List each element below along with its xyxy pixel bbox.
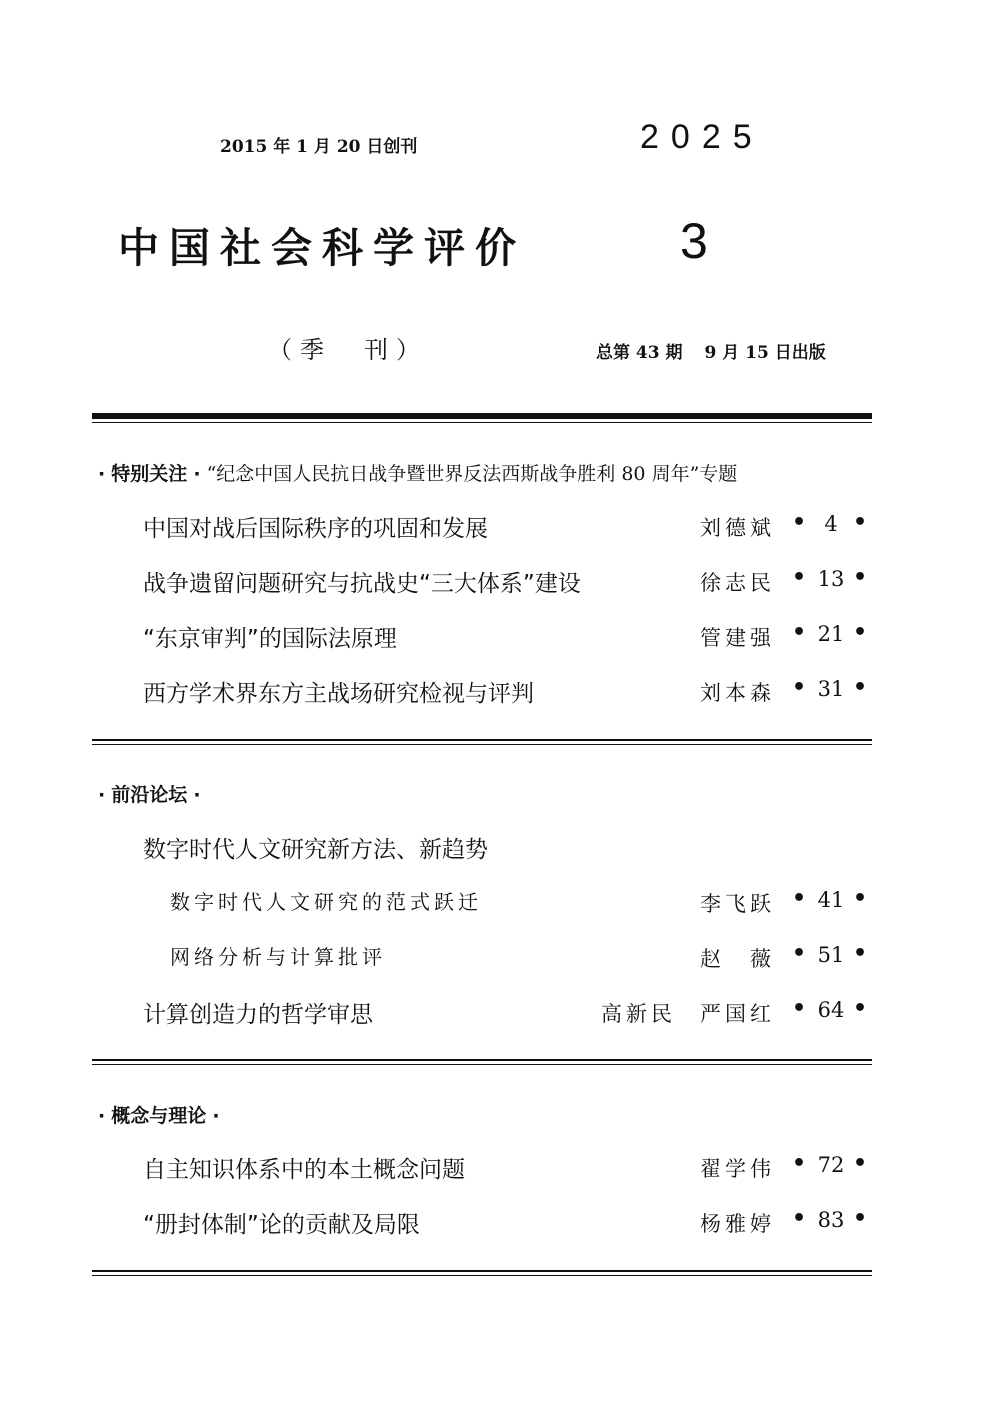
section-heading-concept-theory	[98, 1101, 220, 1128]
page-dot: •	[792, 1206, 807, 1231]
masthead-rule	[92, 413, 872, 423]
page-dot: •	[792, 886, 807, 911]
section-bullet: ·	[212, 1105, 220, 1127]
article-title[interactable]: 战争遗留问题研究与抗战史“三大体系”建设	[143, 571, 581, 597]
page-number: 31	[817, 677, 845, 701]
page-number: 21	[817, 622, 845, 646]
group-title[interactable]: 数字时代人文研究新方法、新趋势	[143, 837, 488, 863]
article-author: 赵 薇	[700, 947, 775, 971]
article-title[interactable]: “东京审判”的国际法原理	[143, 626, 397, 652]
article-author: 刘德斌	[700, 516, 775, 540]
toc-entry[interactable]	[0, 941, 983, 971]
article-title[interactable]: 中国对战后国际秩序的巩固和发展	[143, 516, 488, 542]
article-title[interactable]: 网络分析与计算批评	[170, 945, 386, 969]
article-title[interactable]: 计算创造力的哲学审思	[143, 1002, 373, 1028]
toc-entry[interactable]	[0, 620, 983, 650]
page-dot: •	[792, 620, 807, 645]
page-number: 64	[817, 998, 845, 1022]
page-dot: •	[792, 510, 807, 535]
page-dot: •	[853, 565, 868, 590]
article-title[interactable]: 西方学术界东方主战场研究检视与评判	[143, 681, 534, 707]
section-name: 特别关注	[111, 463, 188, 485]
page-dot: •	[792, 996, 807, 1021]
page-number: 13	[817, 567, 845, 591]
section-divider	[92, 739, 872, 745]
article-title[interactable]: 数字时代人文研究的范式跃迁	[170, 890, 482, 914]
page-number: 41	[817, 888, 845, 912]
page-dot: •	[853, 886, 868, 911]
issue-number: 3	[680, 213, 708, 269]
section-heading-frontier-forum	[98, 780, 201, 807]
section-name: 前沿论坛	[111, 784, 188, 806]
section-bullet: ·	[98, 1105, 106, 1127]
toc-entry[interactable]	[0, 1151, 983, 1181]
page-dot: •	[853, 510, 868, 535]
founding-date: 2015 年 1 月 20 日创刊	[220, 137, 418, 157]
article-title[interactable]: “册封体制”论的贡献及局限	[143, 1212, 420, 1238]
total-issue: 总第 43 期	[596, 343, 683, 363]
publish-date: 9 月 15 日出版	[704, 343, 826, 363]
toc-entry[interactable]	[0, 565, 983, 595]
journal-title: 中国社会科学评价	[118, 224, 526, 272]
page-dot: •	[853, 941, 868, 966]
article-author: 翟学伟	[700, 1157, 775, 1181]
article-title[interactable]: 自主知识体系中的本土概念问题	[143, 1157, 465, 1183]
article-author: 管建强	[700, 626, 775, 650]
section-bullet: ·	[98, 463, 106, 485]
toc-entry[interactable]	[0, 510, 983, 540]
article-author: 严国红	[700, 1002, 775, 1026]
article-author: 李飞跃	[700, 892, 775, 916]
section-bullet: ·	[193, 784, 201, 806]
page-number: 72	[817, 1153, 845, 1177]
page-number: 4	[824, 512, 838, 536]
section-bullet: ·	[98, 784, 106, 806]
toc-entry[interactable]	[0, 996, 983, 1026]
article-author: 高新民	[601, 1002, 676, 1026]
article-author: 杨雅婷	[700, 1212, 775, 1236]
section-name: 概念与理论	[111, 1105, 207, 1127]
issue-year: 2025	[640, 118, 764, 156]
toc-group-title[interactable]	[0, 831, 983, 861]
toc-entry[interactable]	[0, 886, 983, 916]
page-dot: •	[853, 996, 868, 1021]
toc-entry[interactable]	[0, 1206, 983, 1236]
section-divider	[92, 1059, 872, 1065]
page-dot: •	[853, 620, 868, 645]
article-author: 徐志民	[700, 571, 775, 595]
page-dot: •	[853, 1206, 868, 1231]
page-dot: •	[853, 675, 868, 700]
article-author: 刘本森	[700, 681, 775, 705]
section-heading-special-focus	[98, 459, 737, 486]
page-dot: •	[792, 1151, 807, 1176]
toc-entry[interactable]	[0, 675, 983, 705]
page-number: 83	[817, 1208, 845, 1232]
page-dot: •	[792, 675, 807, 700]
page-dot: •	[792, 941, 807, 966]
section-divider	[92, 1270, 872, 1276]
page-dot: •	[792, 565, 807, 590]
publication-frequency: （季 刊）	[268, 336, 428, 364]
page-dot: •	[853, 1151, 868, 1176]
section-subject: “纪念中国人民抗日战争暨世界反法西斯战争胜利 80 周年”专题	[206, 463, 738, 485]
section-bullet: ·	[193, 463, 201, 485]
page-number: 51	[817, 943, 845, 967]
issue-info	[596, 338, 826, 363]
